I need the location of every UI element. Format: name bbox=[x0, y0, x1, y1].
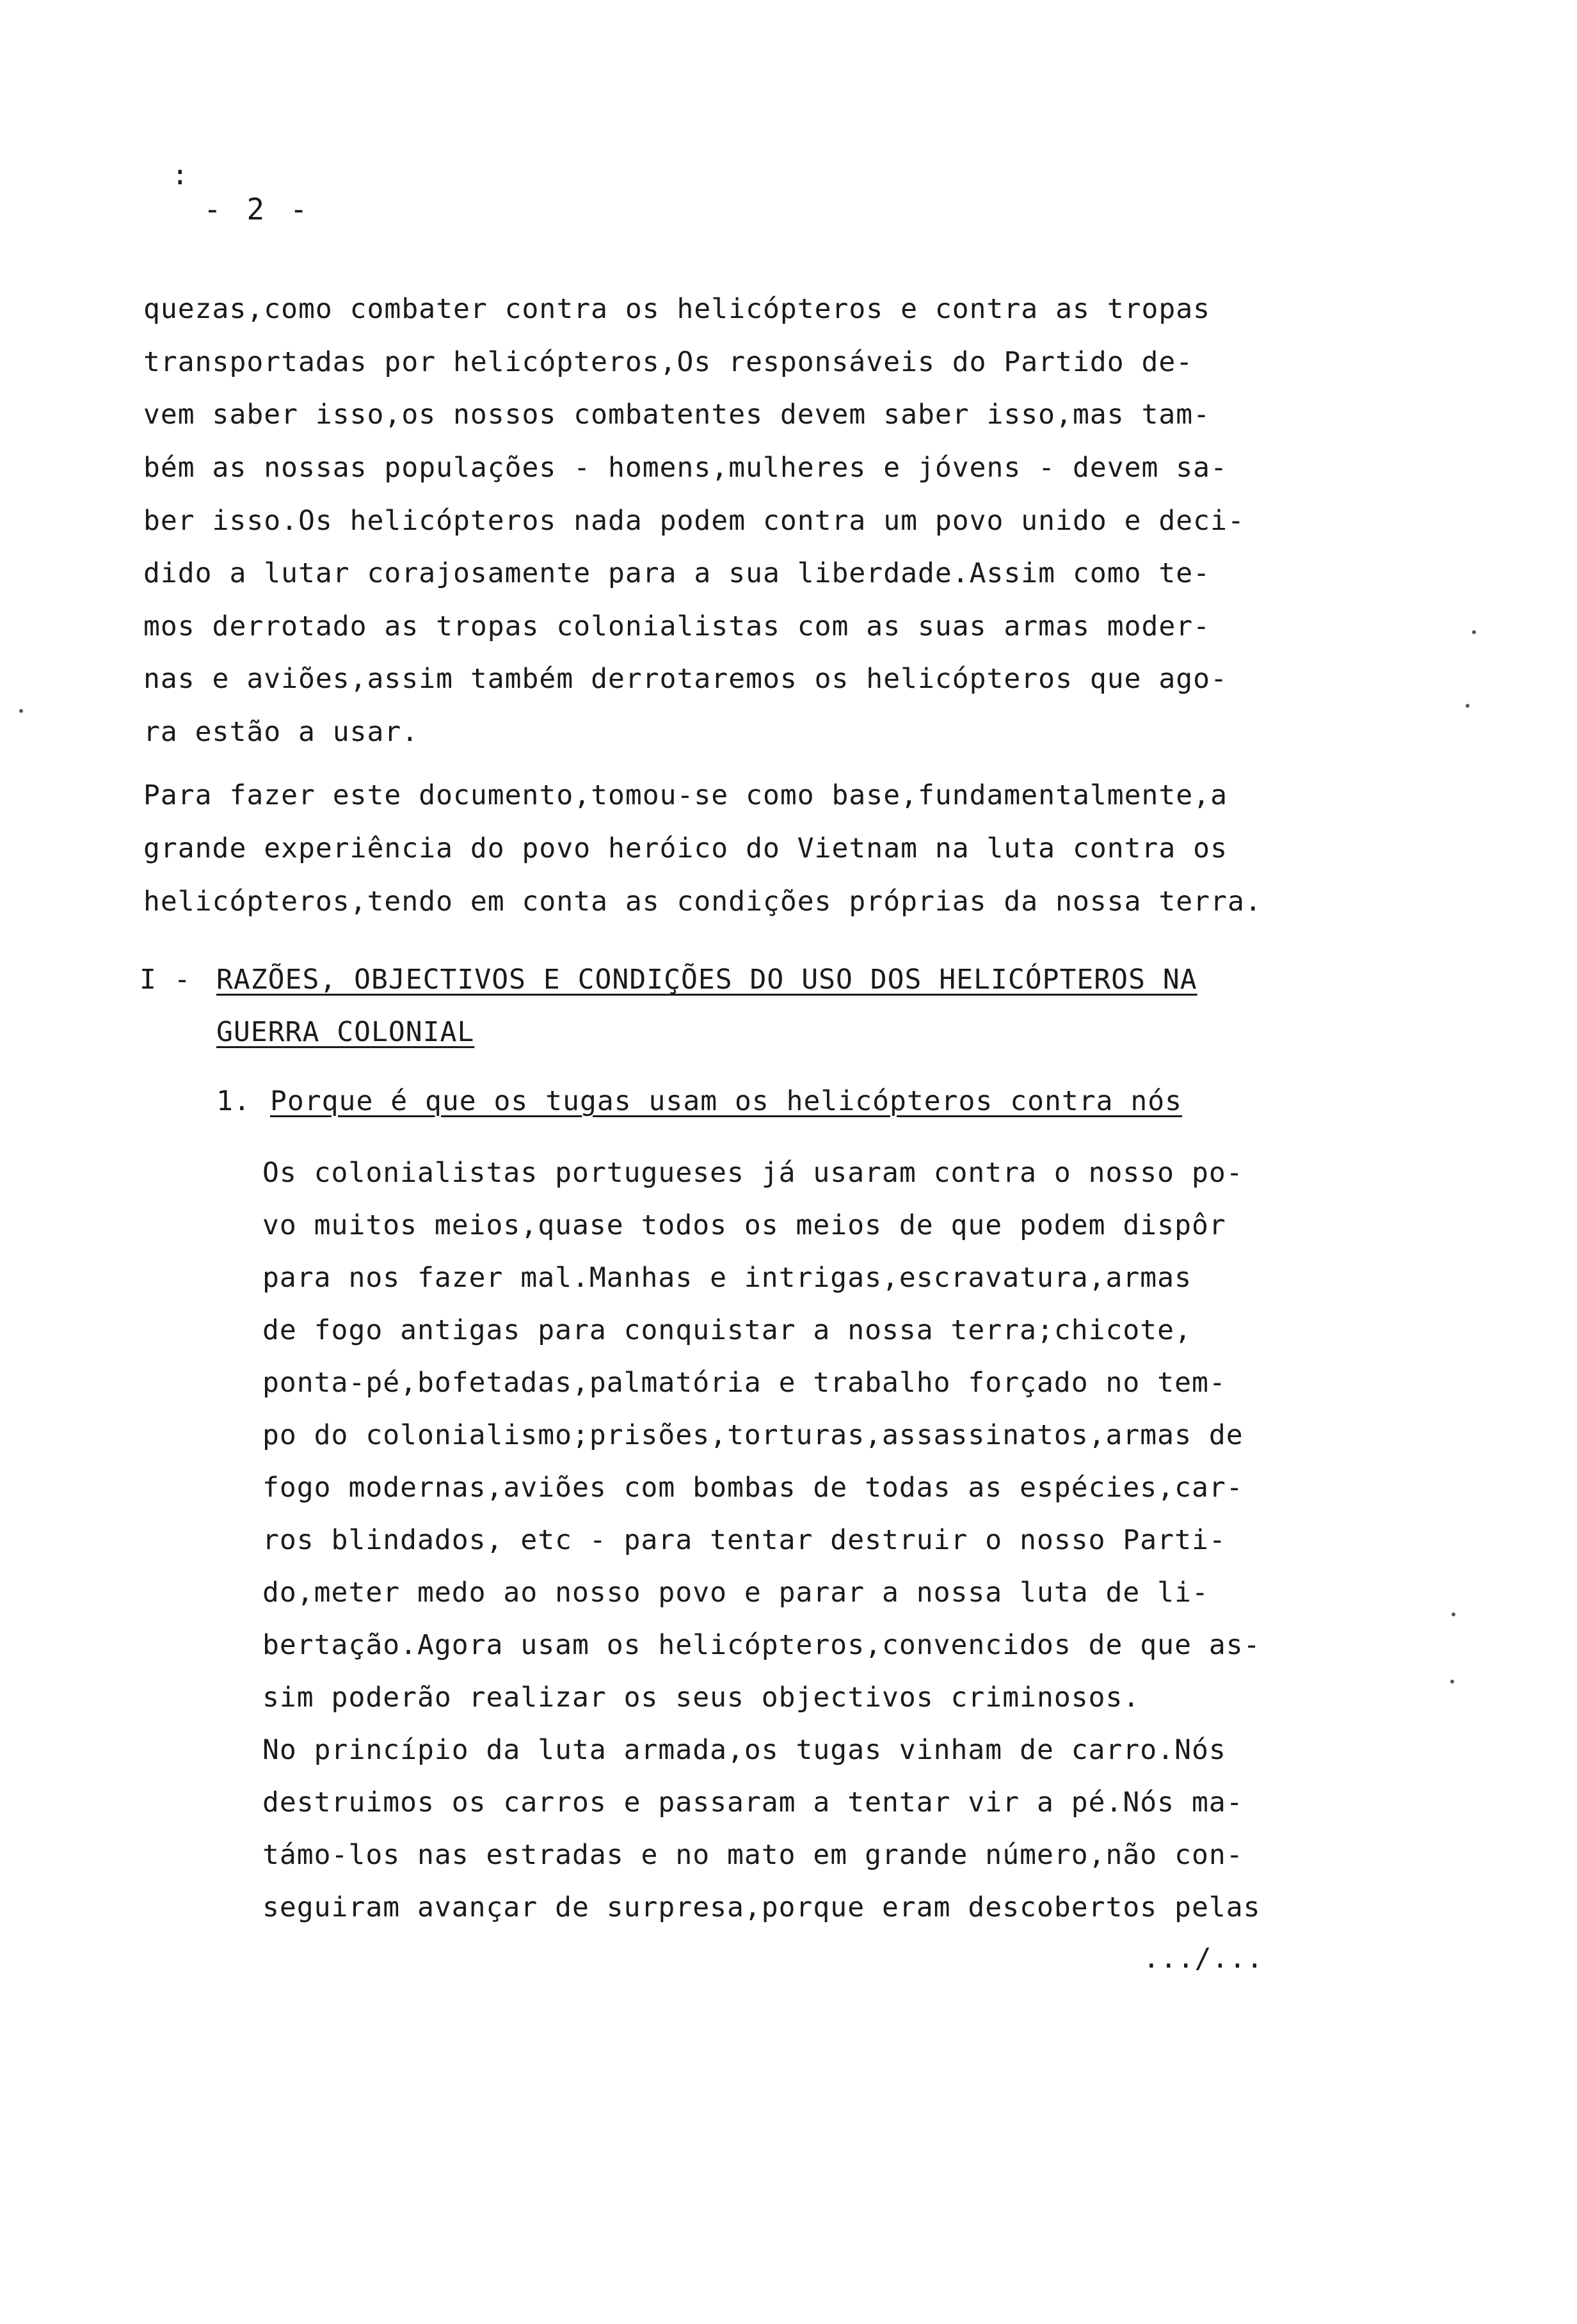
page-marker: : bbox=[172, 159, 189, 191]
text-line: fogo modernas,aviões com bombas de todas as espécies,car- bbox=[262, 1472, 1244, 1504]
text-line: vo muitos meios,quase todos os meios de que podem dispôr bbox=[262, 1209, 1226, 1241]
scan-speck bbox=[1450, 1680, 1454, 1683]
text-line: támo-los nas estradas e no mato em grande número,não con- bbox=[262, 1839, 1244, 1871]
section-title-line-1: RAZÕES, OBJECTIVOS E CONDIÇÕES DO USO DOS HELICÓPTEROS NA bbox=[216, 964, 1197, 996]
subsection-number: 1. bbox=[216, 1085, 251, 1117]
scan-speck bbox=[1466, 704, 1469, 708]
text-line: ros blindados, etc - para tentar destruir o nosso Parti- bbox=[262, 1524, 1226, 1556]
text-line: vem saber isso,os nossos combatentes devem saber isso,mas tam- bbox=[143, 399, 1211, 431]
page-number: - 2 - bbox=[204, 192, 312, 227]
text-line: seguiram avançar de surpresa,porque eram descobertos pelas bbox=[262, 1891, 1261, 1923]
text-line: mos derrotado as tropas colonialistas com as suas armas moder- bbox=[143, 610, 1211, 642]
text-line: transportadas por helicópteros,Os responsáveis do Partido de- bbox=[143, 346, 1194, 378]
text-line: No princípio da luta armada,os tugas vinham de carro.Nós bbox=[262, 1734, 1226, 1766]
text-line: ber isso.Os helicópteros nada podem contra um povo unido e deci- bbox=[143, 505, 1245, 537]
text-line: grande experiência do povo heróico do Vietnam na luta contra os bbox=[143, 832, 1228, 864]
text-line: do,meter medo ao nosso povo e parar a nossa luta de li- bbox=[262, 1577, 1209, 1609]
text-line: ponta-pé,bofetadas,palmatória e trabalho forçado no tem- bbox=[262, 1367, 1226, 1399]
text-line: po do colonialismo;prisões,torturas,assassinatos,armas de bbox=[262, 1419, 1244, 1451]
text-line: de fogo antigas para conquistar a nossa terra;chicote, bbox=[262, 1314, 1192, 1346]
text-line: bertação.Agora usam os helicópteros,convencidos de que as- bbox=[262, 1629, 1261, 1661]
scan-speck bbox=[1472, 630, 1476, 634]
text-line: helicópteros,tendo em conta as condições próprias da nossa terra. bbox=[143, 886, 1262, 918]
text-line: quezas,como combater contra os helicópteros e contra as tropas bbox=[143, 293, 1211, 325]
subsection-title: Porque é que os tugas usam os helicópteros contra nós bbox=[270, 1085, 1183, 1117]
text-line: Para fazer este documento,tomou-se como base,fundamentalmente,a bbox=[143, 779, 1228, 811]
text-line: Os colonialistas portugueses já usaram contra o nosso po- bbox=[262, 1157, 1244, 1189]
text-line: destruimos os carros e passaram a tentar vir a pé.Nós ma- bbox=[262, 1787, 1244, 1819]
text-line: dido a lutar corajosamente para a sua liberdade.Assim como te- bbox=[143, 557, 1211, 589]
text-line: ra estão a usar. bbox=[143, 716, 419, 748]
scan-speck bbox=[19, 709, 23, 713]
text-line: nas e aviões,assim também derrotaremos os helicópteros que ago- bbox=[143, 663, 1228, 695]
section-number: I - bbox=[140, 964, 191, 996]
section-title-line-2: GUERRA COLONIAL bbox=[216, 1016, 475, 1048]
text-line: sim poderão realizar os seus objectivos criminosos. bbox=[262, 1682, 1141, 1714]
text-line: para nos fazer mal.Manhas e intrigas,escravatura,armas bbox=[262, 1262, 1192, 1294]
scan-speck bbox=[1452, 1612, 1455, 1616]
continuation-mark: .../... bbox=[1143, 1943, 1264, 1975]
text-line: bém as nossas populações - homens,mulheres e jóvens - devem sa- bbox=[143, 452, 1228, 484]
